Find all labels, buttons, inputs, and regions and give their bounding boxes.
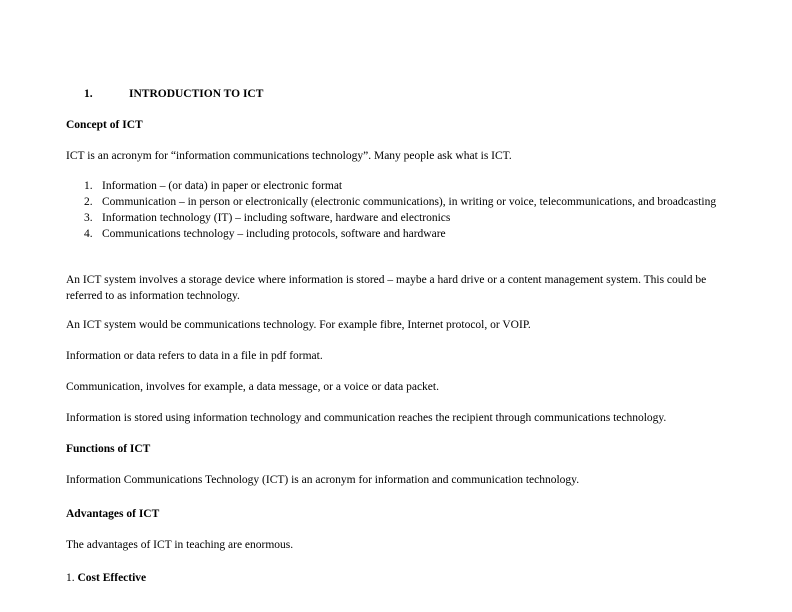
- section-title: INTRODUCTION TO ICT: [129, 88, 264, 100]
- paragraph: An ICT system involves a storage device where information is stored – maybe a hard drive or a content management system. This could be referred to as information technology.: [66, 274, 707, 302]
- advantage-number: 1.: [66, 572, 75, 584]
- list-number: 2.: [84, 196, 93, 208]
- list-number: 4.: [84, 228, 93, 240]
- functions-text: Information Communications Technology (ICT) is an acronym for information and communication technology.: [66, 474, 580, 486]
- paragraph: An ICT system would be communications technology. For example fibre, Internet protocol, or VOIP.: [66, 319, 531, 331]
- advantages-heading: Advantages of ICT: [66, 508, 160, 520]
- paragraph: Communication, involves for example, a data message, or a voice or data packet.: [66, 381, 439, 393]
- list-item: [84, 178, 734, 194]
- concept-heading: Concept of ICT: [66, 119, 143, 131]
- advantage-title: Cost Effective: [77, 572, 147, 584]
- paragraph: Information or data refers to data in a file in pdf format.: [66, 350, 323, 362]
- list-number: 3.: [84, 212, 93, 224]
- paragraph: Information is stored using information technology and communication reaches the recipient through communications technology.: [66, 412, 667, 424]
- list-text: Information technology (IT) – including software, hardware and electronics: [102, 212, 451, 224]
- list-item: [84, 194, 734, 210]
- list-number: 1.: [84, 180, 93, 192]
- concept-list: [84, 178, 734, 242]
- advantage-item: [66, 570, 146, 586]
- list-text: Communications technology – including protocols, software and hardware: [102, 228, 446, 240]
- concept-intro: ICT is an acronym for “information communications technology”. Many people ask what is ICT.: [66, 150, 512, 162]
- list-text: Communication – in person or electronically (electronic communications), in writing or voice, telecommunications, and broadcasting: [102, 196, 717, 208]
- list-item: [84, 210, 734, 226]
- list-item: [84, 226, 734, 242]
- list-text: Information – (or data) in paper or electronic format: [102, 180, 343, 192]
- functions-heading: Functions of ICT: [66, 443, 151, 455]
- section-number: 1.: [84, 88, 93, 100]
- advantages-text: The advantages of ICT in teaching are enormous.: [66, 539, 294, 551]
